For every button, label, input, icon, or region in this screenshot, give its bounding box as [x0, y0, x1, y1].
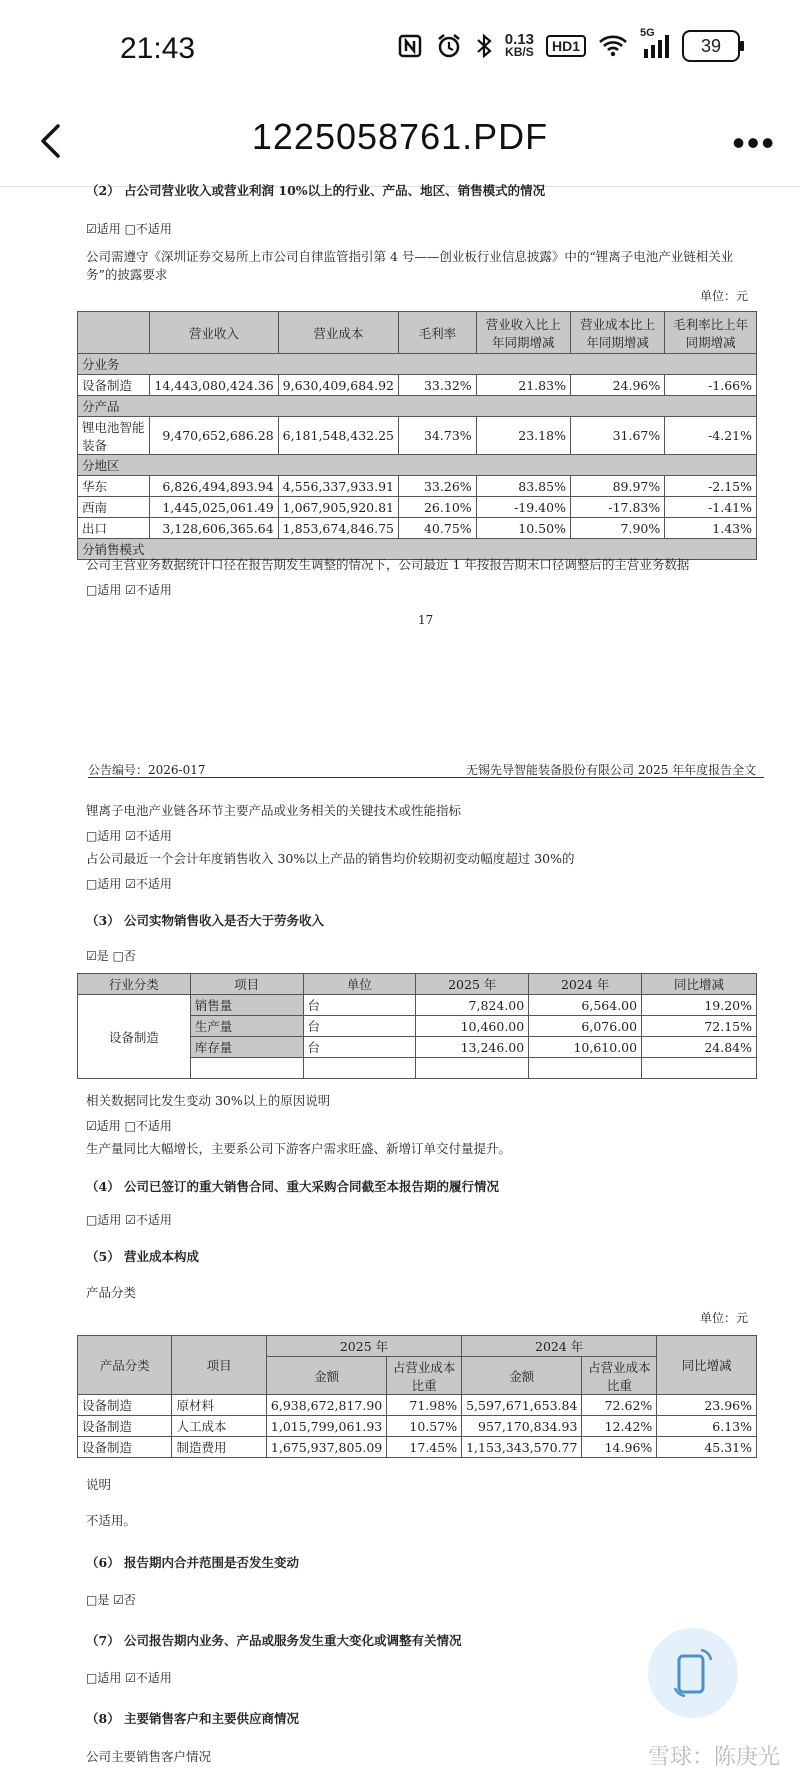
cell-line: 锂电池智能 [82, 419, 145, 435]
table-cell: 9,470,652,686.28 [150, 417, 278, 455]
section-row [78, 396, 757, 417]
table-header-row [78, 312, 757, 354]
change-reason-title: 相关数据同比发生变动 30%以上的原因说明 [86, 1093, 331, 1108]
header-line: 营业成本比上 [580, 316, 656, 332]
table-cell-empty [303, 1058, 416, 1079]
table-header-row [78, 1336, 757, 1357]
table-cell: 4,556,337,933.91 [278, 476, 398, 497]
header-line: 占营业成本 [588, 1359, 651, 1375]
table-row [78, 497, 757, 518]
announcement-number: 公告编号：2026-017 [88, 763, 206, 777]
section-6-heading: （6） 报告期内合并范围是否发生变动 [86, 1555, 300, 1570]
header-cell: 项目 [172, 1336, 266, 1395]
section-2-heading: （2） 占公司营业收入或营业利润 10%以上的行业、产品、地区、销售模式的情况 [86, 183, 546, 198]
header-cell: 同比增减 [657, 1336, 757, 1395]
section-row [78, 354, 757, 375]
table-cell: 89.97% [570, 476, 664, 497]
header-cell: 产品分类 [78, 1336, 172, 1395]
header-cell: 2025 年 [416, 974, 529, 995]
table-cell: 设备制造 [78, 1395, 172, 1416]
header-cell [582, 1357, 657, 1395]
header-cell-empty [78, 312, 150, 354]
header-cell: 毛利率 [398, 312, 476, 354]
table-cell: 设备制造 [78, 1416, 172, 1437]
table-cell: 33.26% [398, 476, 476, 497]
table-cell: 7.90% [570, 518, 664, 539]
network-speed-unit: KB/S [505, 45, 534, 59]
explanation-text: 不适用。 [86, 1513, 137, 1528]
table-cell: 1,015,799,061.93 [266, 1416, 386, 1437]
table-cell: 1,445,025,061.49 [150, 497, 278, 518]
bluetooth-icon [475, 32, 493, 60]
header-line: 比重 [606, 1377, 632, 1393]
table-cell: 6,938,672,817.90 [266, 1395, 386, 1416]
table-cell: 40.75% [398, 518, 476, 539]
table-cell: 6.13% [657, 1416, 757, 1437]
header-line: 占营业成本 [392, 1359, 456, 1375]
header-cell: 金额 [462, 1357, 582, 1395]
price-change-line: 占公司最近一个会计年度销售收入 30%以上产品的销售均价较期初变动幅度超过 30%的 [86, 851, 575, 866]
table-cell: 3,128,606,365.64 [150, 518, 278, 539]
header-line: 比重 [411, 1377, 437, 1393]
section-label: 分业务 [78, 354, 757, 375]
table-cell: 23.96% [657, 1395, 757, 1416]
table-row [78, 476, 757, 497]
table-cell: -2.15% [665, 476, 757, 497]
table-cell: 人工成本 [172, 1416, 266, 1437]
header-line: 年同期增减 [586, 334, 649, 350]
table-cell: 10.57% [387, 1416, 462, 1437]
phone-rotate-icon [671, 1646, 715, 1700]
section-8-subtitle: 公司主要销售客户情况 [86, 1749, 212, 1764]
table-cell: 5,597,671,653.84 [462, 1395, 582, 1416]
change-reason-applicability: ☑适用 □不适用 [86, 1119, 172, 1133]
table-cell: -4.21% [665, 417, 757, 455]
header-cell [387, 1357, 462, 1395]
section-3-heading: （3） 公司实物销售收入是否大于劳务收入 [86, 913, 325, 928]
table-cell-empty [529, 1058, 642, 1079]
table-cell: 华东 [78, 476, 150, 497]
table-cell: 14,443,080,424.36 [150, 375, 278, 396]
status-bar [0, 0, 800, 100]
network-speed-value: 0.13 [504, 31, 534, 48]
section-4-heading: （4） 公司已签订的重大销售合同、重大采购合同截至本报告期的履行情况 [86, 1179, 500, 1194]
table-row [78, 995, 757, 1016]
header-rule [88, 777, 764, 778]
table-cell: 957,170,834.93 [462, 1416, 582, 1437]
header-cell: 项目 [190, 974, 303, 995]
table-cell: 台 [303, 995, 416, 1016]
table-cell: 台 [303, 1016, 416, 1037]
header-cell: 金额 [266, 1357, 386, 1395]
more-options-button[interactable]: ••• [732, 122, 776, 163]
section-row [78, 455, 757, 476]
section-2-applicability: ☑适用 □不适用 [86, 222, 172, 236]
table-cell: -1.66% [665, 375, 757, 396]
table-row [78, 518, 757, 539]
table-cell: 10.50% [476, 518, 570, 539]
report-header: 无锡先导智能装备股份有限公司 2025 年年度报告全文 [466, 763, 757, 777]
section-3-answer: ☑是 □否 [86, 949, 136, 963]
adjust-note: 公司主营业务数据统计口径在报告期发生调整的情况下，公司最近 1 年按报告期末口径调整后的主营业务数据 [86, 557, 690, 572]
table-cell-empty [642, 1058, 757, 1079]
table-cell: 生产量 [190, 1016, 303, 1037]
status-icons [397, 27, 740, 62]
header-cell [665, 312, 757, 354]
table-cell: 出口 [78, 518, 150, 539]
table-cell: 原材料 [172, 1395, 266, 1416]
header-cell: 2024 年 [462, 1336, 657, 1357]
table-cell: -1.41% [665, 497, 757, 518]
header-cell: 行业分类 [78, 974, 191, 995]
cell-line: 装备 [82, 437, 108, 453]
table-cell: 72.62% [582, 1395, 657, 1416]
nfc-icon [397, 33, 423, 59]
table-row [78, 1395, 757, 1416]
header-cell: 2025 年 [266, 1336, 461, 1357]
section-7-heading: （7） 公司报告期内业务、产品或服务发生重大变化或调整有关情况 [86, 1633, 462, 1648]
table-cell: 6,564.00 [529, 995, 642, 1016]
table-cell: 21.83% [476, 375, 570, 396]
header-cell: 同比增减 [642, 974, 757, 995]
header-line: 同期增减 [685, 334, 736, 350]
app-bar [0, 100, 800, 187]
explanation-title: 说明 [86, 1477, 112, 1492]
table-cell: 6,826,494,893.94 [150, 476, 278, 497]
network-type-label: 5G [640, 27, 655, 39]
table-row [78, 417, 757, 455]
requirement-text-line2: 务”的披露要求 [86, 267, 168, 282]
section-6-answer: □是 ☑否 [86, 1593, 136, 1607]
table-cell: -19.40% [476, 497, 570, 518]
requirement-text-line1: 公司需遵守《深圳证券交易所上市公司自律监管指引第 4 号——创业板行业信息披露》中的“锂离子电池产业链相关业 [86, 249, 734, 264]
section-4-applicability: □适用 ☑不适用 [86, 1213, 172, 1227]
unit-label-2: 单位：元 [700, 1311, 749, 1325]
change-reason-text: 生产量同比大幅增长，主要系公司下游客户需求旺盛、新增订单交付量提升。 [86, 1141, 512, 1156]
table-cell: 45.31% [657, 1437, 757, 1458]
table-cell: 库存量 [190, 1037, 303, 1058]
table-cell: 72.15% [642, 1016, 757, 1037]
table-cell: 14.96% [582, 1437, 657, 1458]
table-cell: 83.85% [476, 476, 570, 497]
header-cell [476, 312, 570, 354]
header-cell: 单位 [303, 974, 416, 995]
table-cell: 7,824.00 [416, 995, 529, 1016]
header-line: 年同期增减 [492, 334, 555, 350]
table-cell: 71.98% [387, 1395, 462, 1416]
status-time: 21:43 [120, 32, 196, 65]
battery-indicator: 39 [682, 30, 740, 62]
table-cell: 23.18% [476, 417, 570, 455]
price-applicability: □适用 ☑不适用 [86, 877, 172, 891]
table-cell: 1.43% [665, 518, 757, 539]
header-line: 营业收入比上 [485, 316, 561, 332]
sales-volume-table [77, 973, 757, 1079]
table-cell: 33.32% [398, 375, 476, 396]
network-speed [505, 33, 534, 59]
section-8-heading: （8） 主要销售客户和主要供应商情况 [86, 1711, 300, 1726]
header-line: 毛利率比上年 [673, 316, 749, 332]
table-cell: 24.84% [642, 1037, 757, 1058]
table-cell: 1,675,937,805.09 [266, 1437, 386, 1458]
table-row [78, 375, 757, 396]
adjust-applicability: □适用 ☑不适用 [86, 583, 172, 597]
unit-label: 单位：元 [700, 289, 749, 303]
table-cell: 10,460.00 [416, 1016, 529, 1037]
table-cell: 24.96% [570, 375, 664, 396]
revenue-breakdown-table [77, 311, 757, 560]
table-cell: 10,610.00 [529, 1037, 642, 1058]
table-cell: 6,181,548,432.25 [278, 417, 398, 455]
cost-composition-table [77, 1335, 757, 1458]
document-title: 1225058761.PDF [251, 116, 549, 157]
table-cell: 26.10% [398, 497, 476, 518]
cellular-signal-icon [640, 27, 670, 59]
rotate-screen-button[interactable] [648, 1628, 738, 1718]
wifi-icon [598, 34, 628, 58]
product-category-label: 产品分类 [86, 1285, 137, 1300]
table-cell-empty [416, 1058, 529, 1079]
category-cell: 设备制造 [78, 995, 191, 1079]
table-cell: 设备制造 [78, 375, 150, 396]
table-cell: 31.67% [570, 417, 664, 455]
table-row [78, 1437, 757, 1458]
table-cell: -17.83% [570, 497, 664, 518]
section-7-applicability: □适用 ☑不适用 [86, 1671, 172, 1685]
table-cell: 17.45% [387, 1437, 462, 1458]
table-row [78, 1416, 757, 1437]
table-cell: 设备制造 [78, 1437, 172, 1458]
table-cell: 12.42% [582, 1416, 657, 1437]
table-header-row [78, 974, 757, 995]
header-cell: 2024 年 [529, 974, 642, 995]
table-cell: 1,853,674,846.75 [278, 518, 398, 539]
hd-voice-icon: HD1 [546, 35, 586, 57]
table-cell: 34.73% [398, 417, 476, 455]
table-cell: 西南 [78, 497, 150, 518]
watermark: 雪球：陈庚光 [647, 1745, 780, 1770]
table-cell: 13,246.00 [416, 1037, 529, 1058]
page-number: 17 [418, 613, 434, 627]
tech-applicability: □适用 ☑不适用 [86, 829, 172, 843]
table-cell: 6,076.00 [529, 1016, 642, 1037]
section-label: 分地区 [78, 455, 757, 476]
table-cell: 9,630,409,684.92 [278, 375, 398, 396]
header-cell: 营业成本 [278, 312, 398, 354]
table-cell-empty [190, 1058, 303, 1079]
tech-indicator-line: 锂离子电池产业链各环节主要产品或业务相关的关键技术或性能指标 [86, 803, 462, 818]
table-cell: 19.20% [642, 995, 757, 1016]
table-cell: 制造费用 [172, 1437, 266, 1458]
alarm-icon [435, 32, 463, 60]
section-label: 分产品 [78, 396, 757, 417]
table-cell: 1,067,905,920.81 [278, 497, 398, 518]
header-cell: 营业收入 [150, 312, 278, 354]
header-cell [570, 312, 664, 354]
table-cell: 1,153,343,570.77 [462, 1437, 582, 1458]
section-label: 分销售模式 [78, 539, 757, 560]
table-cell [78, 417, 150, 455]
table-cell: 销售量 [190, 995, 303, 1016]
section-5-heading: （5） 营业成本构成 [86, 1249, 200, 1264]
table-cell: 台 [303, 1037, 416, 1058]
